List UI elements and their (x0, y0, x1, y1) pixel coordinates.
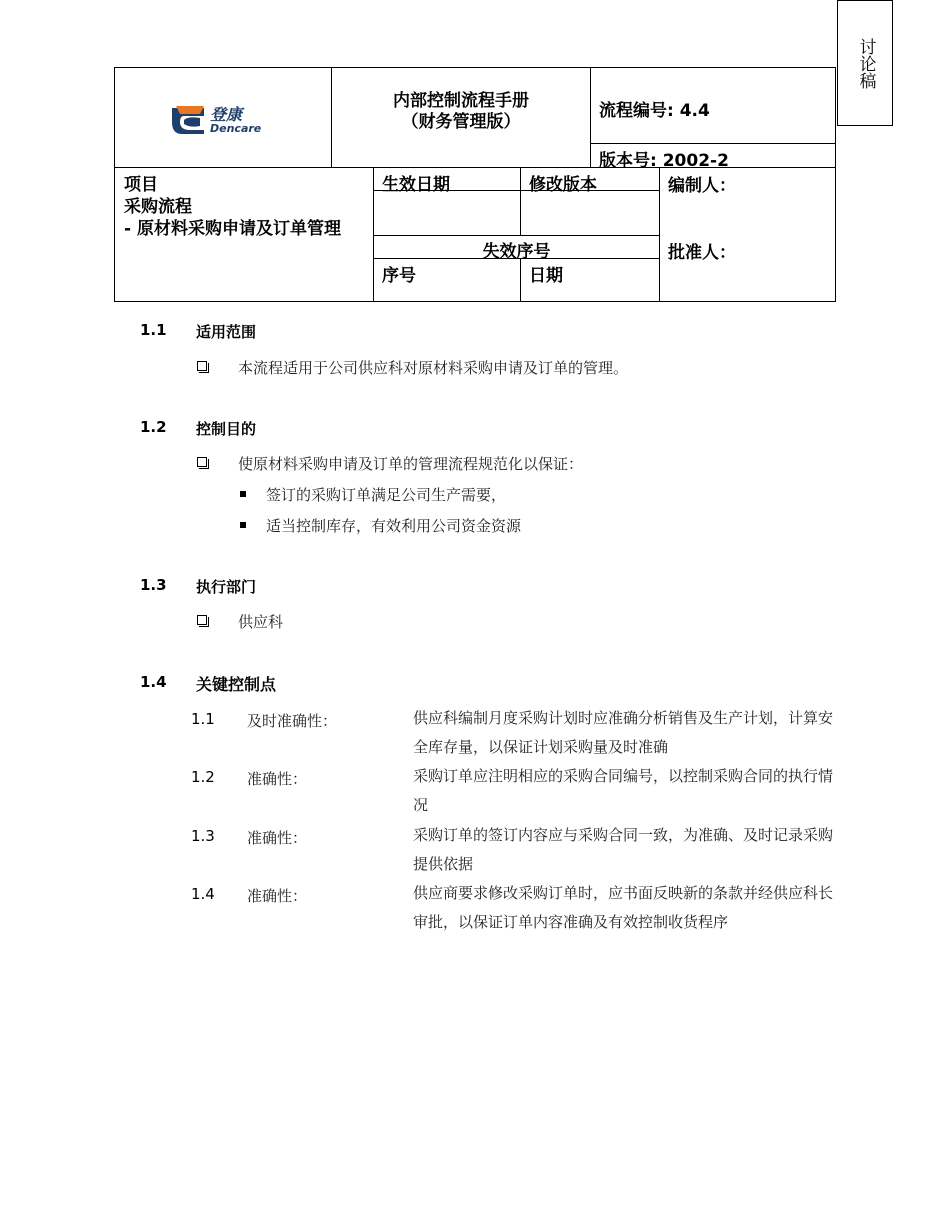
purpose-text: 使原材料采购申请及订单的管理流程规范化以保证： (238, 455, 584, 473)
square-bullet-icon (240, 522, 246, 528)
purpose-point: 签订的采购订单满足公司生产需要， (266, 486, 507, 504)
scope-text: 本流程适用于公司供应科对原材料采购申请及订单的管理。 (238, 359, 629, 377)
control-point-desc: 供应商要求修改采购订单时，应书面反映新的条款并经供应科长审批，以保证订单内容准确及有效控制收货程序 (413, 884, 834, 931)
version-number: 版本号: 2002-2 (599, 151, 729, 171)
control-point-number: 1.4 (191, 885, 215, 903)
section-number: 1.2 (140, 418, 167, 436)
company-logo (170, 104, 270, 136)
control-point-label: 准确性： (247, 829, 308, 847)
date-label: 日期 (529, 266, 563, 286)
draft-label-box (837, 0, 893, 126)
draft-label: 讨论稿 (855, 37, 876, 89)
section-title-key-controls: 关键控制点 (196, 675, 277, 694)
manual-subtitle: （财务管理版） (401, 112, 521, 132)
section-number: 1.1 (140, 321, 167, 339)
effective-date-label: 生效日期 (382, 175, 450, 195)
revision-value-cell (520, 190, 660, 236)
purpose-point: 适当控制库存，有效利用公司资金资源 (266, 517, 522, 535)
revision-label: 修改版本 (529, 175, 597, 195)
project-label: 项目 (124, 175, 158, 195)
checkbox-bullet-icon (197, 361, 207, 371)
manual-title: 内部控制流程手册 (393, 91, 529, 111)
logo-text-cn: 登康 (210, 105, 243, 124)
section-title-purpose: 控制目的 (196, 420, 257, 438)
logo-text-en: Dencare (210, 122, 262, 135)
expire-no-label: 失效序号 (482, 242, 551, 262)
control-point-desc: 供应科编制月度采购计划时应准确分析销售及生产计划，计算安全库存量，以保证计划采购量及时准确 (413, 709, 834, 756)
square-bullet-icon (240, 491, 246, 497)
control-point-number: 1.1 (191, 710, 215, 728)
effective-date-value-cell (373, 190, 521, 236)
author-label: 编制人： (668, 176, 736, 196)
section-number: 1.4 (140, 673, 167, 691)
section-title-department: 执行部门 (196, 578, 257, 596)
department-text: 供应科 (238, 613, 284, 631)
checkbox-bullet-icon (197, 615, 207, 625)
control-point-number: 1.2 (191, 768, 215, 786)
checkbox-bullet-icon (197, 457, 207, 467)
project-subname: - 原材料采购申请及订单管理 (124, 219, 341, 239)
control-point-label: 及时准确性： (247, 712, 338, 730)
seq-no-label: 序号 (382, 266, 416, 286)
process-number: 流程编号: 4.4 (599, 101, 710, 121)
control-point-desc: 采购订单的签订内容应与采购合同一致，为准确、及时记录采购提供依据 (413, 826, 834, 873)
control-point-number: 1.3 (191, 827, 215, 845)
control-point-label: 准确性： (247, 770, 308, 788)
control-point-desc: 采购订单应注明相应的采购合同编号，以控制采购合同的执行情况 (413, 767, 834, 814)
project-name: 采购流程 (124, 197, 192, 217)
control-point-label: 准确性： (247, 887, 308, 905)
section-title-scope: 适用范围 (196, 323, 257, 341)
section-number: 1.3 (140, 576, 167, 594)
approver-label: 批准人： (668, 243, 736, 263)
